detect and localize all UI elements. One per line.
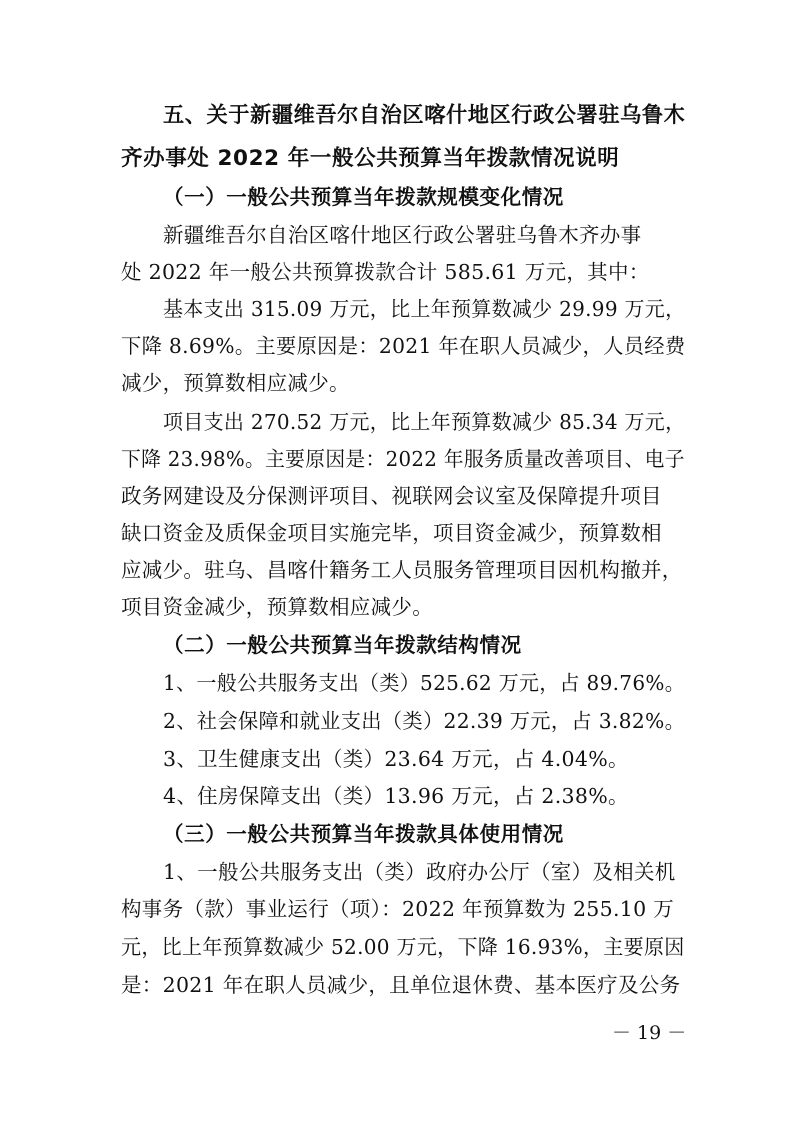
- page-number: － 19 －: [612, 1022, 687, 1044]
- section-1-paragraph-3-line-6: 项目资金减少，预算数相应减少。: [121, 595, 433, 619]
- section-2-item-1: 1、一般公共服务支出（类）525.62 万元，占 89.76%。: [163, 671, 686, 695]
- section-3-paragraph-1-line-2: 构事务（款）事业运行（项）：2022 年预算数为 255.10 万: [121, 897, 675, 921]
- section-1-paragraph-1-line-1: 新疆维吾尔自治区喀什地区行政公署驻乌鲁木齐办事: [163, 223, 642, 247]
- section-3-heading: （三）一般公共预算当年拨款具体使用情况: [163, 822, 564, 846]
- section-2-item-4: 4、住房保障支出（类）13.96 万元，占 2.38%。: [163, 784, 629, 808]
- section-3-paragraph-1-line-1: 1、一般公共服务支出（类）政府办公厅（室）及相关机: [163, 860, 676, 884]
- section-1-paragraph-3-line-1: 项目支出 270.52 万元，比上年预算数减少 85.34 万元，: [163, 410, 686, 434]
- section-3-paragraph-1-line-4: 是：2021 年在职人员减少，且单位退休费、基本医疗及公务: [121, 973, 681, 997]
- section-1-paragraph-2-line-2: 下降 8.69%。主要原因是：2021 年在职人员减少，人员经费: [121, 334, 686, 358]
- document-title-line-2: 齐办事处 2022 年一般公共预算当年拨款情况说明: [121, 146, 620, 171]
- section-1-paragraph-3-line-2: 下降 23.98%。主要原因是：2022 年服务质量改善项目、电子: [121, 447, 685, 471]
- section-1-paragraph-1-line-2: 处 2022 年一般公共预算拨款合计 585.61 万元，其中：: [121, 260, 650, 284]
- section-2-heading: （二）一般公共预算当年拨款结构情况: [163, 633, 522, 657]
- section-1-paragraph-3-line-4: 缺口资金及质保金项目实施完毕，项目资金减少，预算数相: [121, 521, 662, 545]
- section-2-item-2: 2、社会保障和就业支出（类）22.39 万元，占 3.82%。: [163, 709, 686, 733]
- section-3-paragraph-1-line-3: 元，比上年预算数减少 52.00 万元，下降 16.93%，主要原因: [121, 935, 685, 959]
- section-1-paragraph-2-line-1: 基本支出 315.09 万元，比上年预算数减少 29.99 万元，: [163, 297, 686, 321]
- document-title-line-1: 五、关于新疆维吾尔自治区喀什地区行政公署驻乌鲁木: [163, 103, 686, 128]
- section-1-paragraph-3-line-3: 政务网建设及分保测评项目、视联网会议室及保障提升项目: [121, 484, 662, 508]
- section-2-item-3: 3、卫生健康支出（类）23.64 万元，占 4.04%。: [163, 747, 629, 771]
- section-1-paragraph-3-line-5: 应减少。驻乌、昌喀什籍务工人员服务管理项目因机构撤并，: [121, 558, 683, 582]
- section-1-paragraph-2-line-3: 减少，预算数相应减少。: [121, 371, 350, 395]
- section-1-heading: （一）一般公共预算当年拨款规模变化情况: [163, 185, 564, 209]
